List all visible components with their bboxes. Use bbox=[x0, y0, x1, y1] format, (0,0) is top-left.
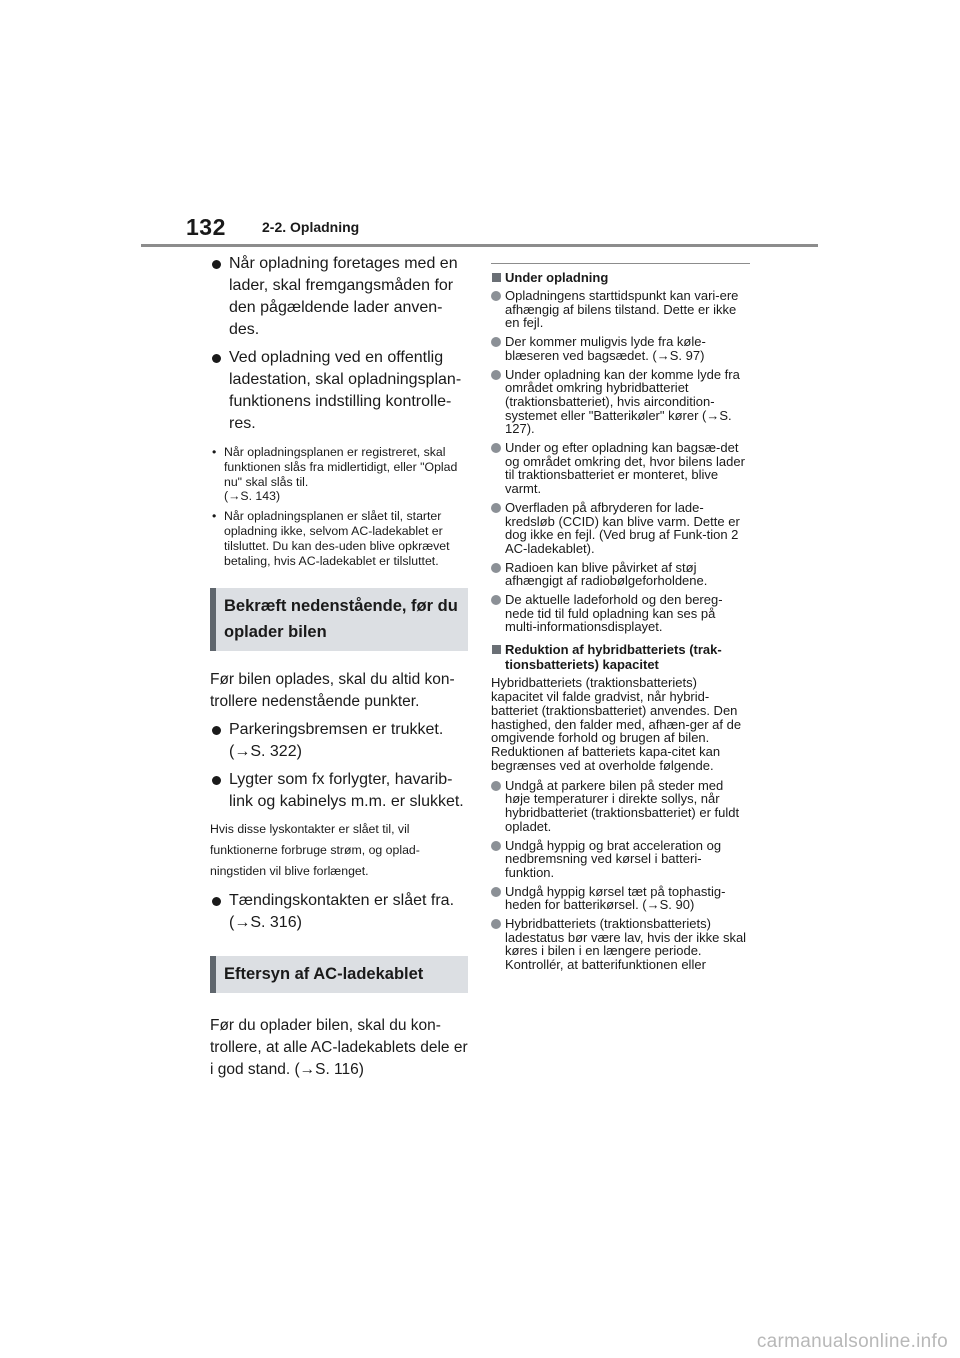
right-column bbox=[491, 263, 750, 977]
intro-bullet: Ved opladning ved en offentlig ladestation, skal opladningsplan-funktionens indstilling kontrolle-res. bbox=[210, 347, 468, 435]
circle-bullet-icon bbox=[491, 563, 501, 573]
small-paragraph: Hvis disse lyskontakter er slået til, vil funktionerne forbruge strøm, og oplad-ningstiden vil blive forlænget. bbox=[210, 822, 420, 879]
bullet-dot-icon bbox=[212, 776, 221, 785]
circle-bullet-icon bbox=[491, 337, 501, 347]
circle-bullet-icon bbox=[491, 781, 501, 791]
subheading-capacity-reduction: Reduktion af hybridbatteriets (trak-tionsbatteriets) kapacitet bbox=[491, 642, 750, 672]
info-item: Under opladning kan der komme lyde fra området omkring hybridbatteriet (traktionsbatteriet), hvis aircondition-systemet eller "Batterikøler" kører (→S. 127). bbox=[491, 368, 750, 437]
check-bullet: Tændingskontakten er slået fra. (→S. 316) bbox=[210, 890, 468, 934]
square-bullet-icon bbox=[492, 273, 501, 282]
circle-bullet-icon bbox=[491, 919, 501, 929]
page-number: 132 bbox=[186, 214, 226, 240]
heading-ac-cable-inspection: Eftersyn af AC-ladekablet bbox=[210, 956, 468, 993]
bullet-dot-icon bbox=[212, 897, 221, 906]
check-bullet: Parkeringsbremsen er trukket. (→S. 322) bbox=[210, 719, 468, 763]
paragraph: Hybridbatteriets (traktionsbatteriets) kapacitet vil falde gradvist, når hybrid-batteriet (traktionsbatteriet) anvendes. Den hastighed, den falder med, afhæn-ger af de omgivende forhold og brugen af bilen. Reduktionen af batteriets kapa-citet kan begrænses ved at overholde følgende. bbox=[491, 675, 742, 773]
bullet-dot-icon bbox=[212, 354, 221, 363]
note-item: • Når opladningsplanen er registreret, skal funktionen slås fra midlertidigt, eller "Oplad nu" skal slås til. (→S. 143) bbox=[212, 445, 458, 504]
info-item: Opladningens starttidspunkt kan vari-ere afhængig af bilens tilstand. Dette er ikke en fejl. bbox=[491, 289, 750, 330]
page-reference: (→S. 143) bbox=[224, 489, 281, 504]
header-rule bbox=[141, 244, 818, 247]
info-item: Undgå at parkere bilen på steder med høje temperaturer i direkte sollys, når hybridbatteriet (traktionsbatteriet) er fuldt opladet. bbox=[491, 779, 750, 834]
check-bullet: Lygter som fx forlygter, havarib-link og kabinelys m.m. er slukket. bbox=[210, 769, 468, 813]
info-item: De aktuelle ladeforhold og den bereg-nede tid til fuld opladning kan ses på multi-informationsdisplayet. bbox=[491, 593, 750, 634]
info-item: Radioen kan blive påvirket af støj afhængigt af radiobølgeforholdene. bbox=[491, 561, 750, 588]
paragraph: Før bilen oplades, skal du altid kon-trollere nedenstående punkter. bbox=[210, 671, 455, 711]
intro-bullet: Når opladning foretages med en lader, skal fremgangsmåden for den pågældende lader anven-des. bbox=[210, 253, 468, 341]
info-item: Undgå hyppig og brat acceleration og nedbremsning ved kørsel i batteri-funktion. bbox=[491, 839, 750, 880]
note-item: • Når opladningsplanen er slået til, starter opladning ikke, selvom AC-ladekablet er tilsluttet. Du kan des-uden blive opkrævet betaling, hvis AC-ladekablet er tilsluttet. bbox=[212, 509, 450, 568]
left-column bbox=[210, 253, 468, 1087]
circle-bullet-icon bbox=[491, 841, 501, 851]
info-item: Under og efter opladning kan bagsæ-det og området omkring det, hvor bilens lader til traktionsbatteriet er monteret, blive varmt. bbox=[491, 441, 750, 496]
circle-bullet-icon bbox=[491, 503, 501, 513]
circle-bullet-icon bbox=[491, 887, 501, 897]
info-item: Der kommer muligvis lyde fra køle-blæseren ved bagsædet. (→S. 97) bbox=[491, 335, 750, 362]
subheading-during-charging: Under opladning bbox=[491, 270, 750, 285]
watermark: carmanualsonline.info bbox=[756, 1331, 948, 1352]
circle-bullet-icon bbox=[491, 370, 501, 380]
circle-bullet-icon bbox=[491, 291, 501, 301]
column-rule bbox=[491, 263, 750, 264]
square-bullet-icon bbox=[492, 645, 501, 654]
paragraph: Før du oplader bilen, skal du kon-trollere, at alle AC-ladekablets dele er i god stand. (→S. 116) bbox=[210, 1017, 468, 1079]
bullet-dot-icon bbox=[212, 726, 221, 735]
circle-bullet-icon bbox=[491, 595, 501, 605]
heading-check-before-charging: Bekræft nedenstående, før du oplader bilen bbox=[210, 588, 468, 651]
info-item: Overfladen på afbryderen for lade-kredsløb (CCID) kan blive varm. Dette er dog ikke en fejl. (Ved brug af Funk-tion 2 AC-ladekablet). bbox=[491, 501, 750, 556]
info-item: Hybridbatteriets (traktionsbatteriets) ladestatus bør være lav, hvis der ikke skal køres i bilen i en længere periode. Kontrollér, at batterifunktionen eller bbox=[491, 917, 750, 972]
bullet-dot-icon bbox=[212, 260, 221, 269]
circle-bullet-icon bbox=[491, 443, 501, 453]
info-item: Undgå hyppig kørsel tæt på tophastig-heden for batterikørsel. (→S. 90) bbox=[491, 885, 750, 912]
section-title: 2-2. Opladning bbox=[262, 219, 360, 235]
